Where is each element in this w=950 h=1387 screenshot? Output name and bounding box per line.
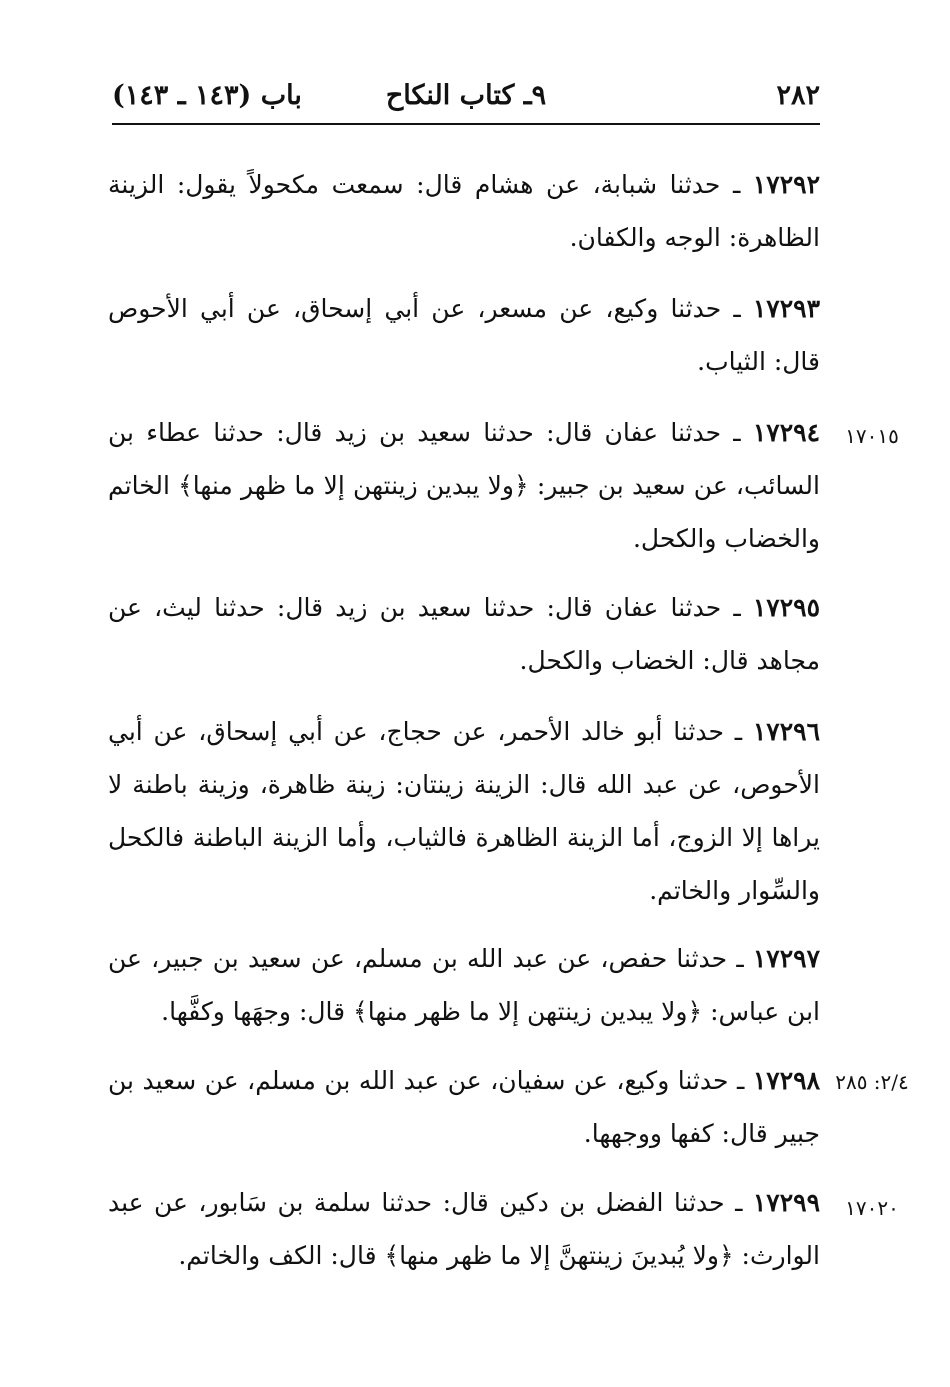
hadith-entry [108, 282, 820, 388]
hadith-number: ١٧٢٩٤ [752, 418, 820, 447]
margin-reference: ١٧٠١٥ [845, 424, 899, 448]
hadith-entry [108, 406, 820, 565]
hadith-entry [108, 705, 820, 917]
hadith-text: ـ حدثنا أبو خالد الأحمر، عن حجاج، عن أبي إسحاق، عن أبي الأحوص، عن عبد الله قال: الزينة زينتان: زينة ظاهرة، وزينة باطنة لا يراها إلا الزوج، أما الزينة الظاهرة فالثياب، وأما الزينة الباطنة فالكحل والسِّوار والخاتم. [108, 717, 820, 905]
hadith-number: ١٧٢٩٦ [752, 717, 820, 746]
hadith-entry [108, 581, 820, 687]
hadith-number: ١٧٢٩٧ [752, 944, 820, 973]
book-title: ٩ـ كتاب النكاح [385, 80, 547, 111]
hadith-text: ـ حدثنا عفان قال: حدثنا سعيد بن زيد قال: حدثنا عطاء بن السائب، عن سعيد بن جبير: ﴿ولا يبدين زينتهن إلا ما ظهر منها﴾ الخاتم والخضاب والكحل. [108, 418, 820, 553]
hadith-entry [108, 158, 820, 264]
hadith-text: ـ حدثنا الفضل بن دكين قال: حدثنا سلمة بن سَابور، عن عبد الوارث: ﴿ولا يُبدينَ زينتهنَّ إلا ما ظهر منها﴾ قال: الكف والخاتم. [108, 1188, 820, 1270]
hadith-text: ـ حدثنا وكيع، عن مسعر، عن أبي إسحاق، عن أبي الأحوص قال: الثياب. [108, 294, 820, 376]
hadith-number: ١٧٢٩٢ [752, 170, 820, 199]
margin-reference: ١٧٠٢٠ [845, 1196, 899, 1220]
hadith-entry [108, 1176, 820, 1282]
margin-reference: ٢/٤: ٢٨٥ [835, 1070, 909, 1094]
page-number: ٢٨٢ [776, 80, 820, 111]
hadith-number: ١٧٢٩٨ [752, 1066, 820, 1095]
hadith-text: ـ حدثنا حفص، عن عبد الله بن مسلم، عن سعيد بن جبير، عن ابن عباس: ﴿ولا يبدين زينتهن إلا ما ظهر منها﴾ قال: وجهَها وكفَّها. [108, 944, 820, 1026]
hadith-entry [108, 1054, 820, 1160]
hadith-text: ـ حدثنا شبابة، عن هشام قال: سمعت مكحولاً يقول: الزينة الظاهرة: الوجه والكفان. [108, 170, 820, 252]
running-header [112, 80, 820, 120]
hadith-number: ١٧٢٩٣ [752, 294, 820, 323]
hadith-number: ١٧٢٩٩ [752, 1188, 820, 1217]
hadith-text: ـ حدثنا عفان قال: حدثنا سعيد بن زيد قال: حدثنا ليث، عن مجاهد قال: الخضاب والكحل. [108, 593, 820, 675]
hadith-entry [108, 932, 820, 1038]
hadith-number: ١٧٢٩٥ [752, 593, 820, 622]
hadith-text: ـ حدثنا وكيع، عن سفيان، عن عبد الله بن مسلم، عن سعيد بن جبير قال: كفها ووجهها. [108, 1066, 820, 1148]
chapter-heading: باب (١٤٣ ـ ١٤٣) [112, 80, 302, 111]
header-rule [112, 123, 820, 125]
